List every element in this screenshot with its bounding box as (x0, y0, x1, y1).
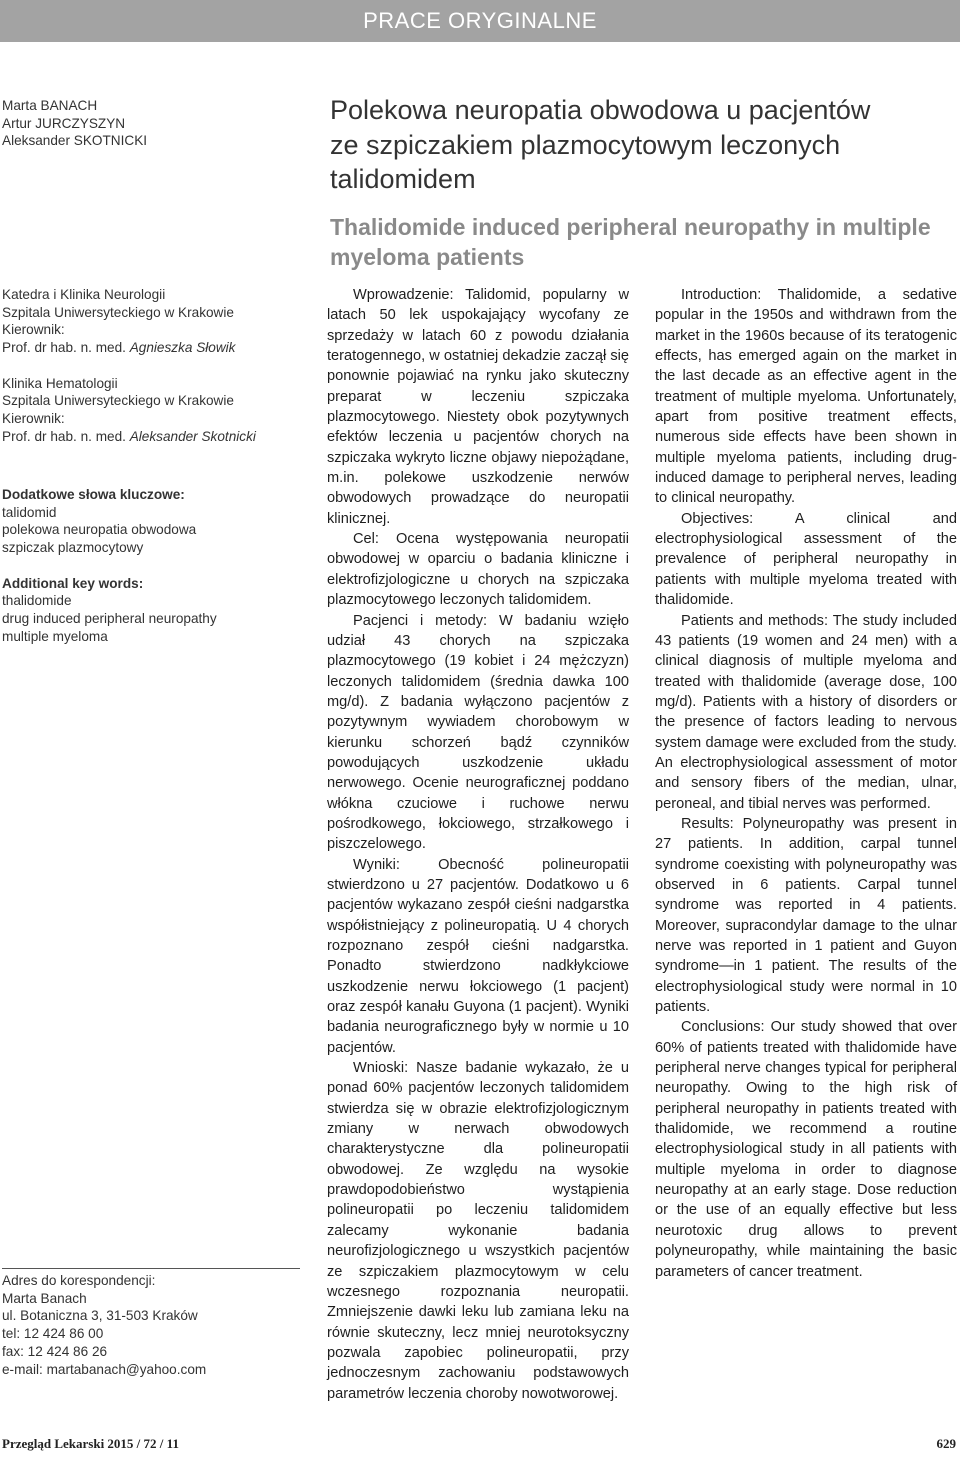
abstract-english (655, 285, 957, 1282)
keyword: polekowa neuropatia obwodowa (2, 522, 197, 538)
keyword: szpiczak plazmocytowy (2, 540, 144, 556)
correspondence-fax: fax: 12 424 86 26 (2, 1343, 108, 1359)
abstract-paragraph: Wnioski: Nasze badanie wykazało, że u ponad 60% pacjentów leczonych talidomidem stwierdza się w obrazie elektrofizjologicznym zmiany w nerwach obwodowych charakterystyczne dla polineuropatii obwodowej. Ze względu na wysokie prawdopodobieństwo wystąpienia polineuropatii po leczeniu talidomidem zalecamy wykonanie badania neurofizjologicznego u wszystkich pacjentów ze szpiczakiem plazmocytowym w celu wczesnego rozpoznania neuropatii. Zmniejszenie dawki leku lub zamiana leku na równie skuteczny, lecz mniej neurotoksyczny pozwala zapobiec polineuropatii, przy jednoczesnym zachowaniu podstawowych parametrów leczenia choroby nowotworowej. (327, 1060, 629, 1402)
abstract-paragraph: Objectives: A clinical and electrophysiological assessment of the prevalence of peripheral neuropathy in patients with multiple myeloma treated with thalidomide. (655, 510, 957, 609)
abstract-paragraph: Patients and methods: The study included 43 patients (19 women and 24 men) with a clinical diagnosis of multiple myeloma and treated with thalidomide (average dose, 100 mg/d). Patients with a history of disorders or the presence of factors leading to nervous system damage were excluded from the study. An electrophysiological assessment of motor and sensory fibers of the median, ulnar, peroneal, and tibial nerves was performed. (655, 612, 957, 812)
abstract-paragraph: Cel: Ocena występowania neuropatii obwodowej w oparciu o badania kliniczne i elektrofizjologiczne u chorych na szpiczaka plazmocytowego leczonych talidomidem. (327, 531, 629, 609)
affiliation-head-name: Aleksander Skotnicki (129, 428, 256, 444)
correspondence (2, 1272, 300, 1378)
title-line: Polekowa neuropatia obwodowa u pacjentów (330, 95, 871, 125)
correspondence-divider (2, 1268, 300, 1269)
affiliation-head-name: Agnieszka Słowik (129, 340, 236, 356)
page-number: 629 (936, 1436, 956, 1451)
affiliation-head (2, 339, 300, 357)
affiliation-head-label: Kierownik: (2, 410, 65, 426)
affiliation-head-title: Prof. dr hab. n. med. (2, 428, 126, 444)
keywords (2, 486, 300, 645)
affiliation-hospital: Szpitala Uniwersyteckiego w Krakowie (2, 304, 234, 320)
affiliation-unit: Katedra i Klinika Neurologii (2, 287, 166, 302)
author-list (2, 97, 300, 150)
affiliation-unit: Klinika Hematologii (2, 375, 118, 391)
keyword: drug induced peripheral neuropathy (2, 610, 217, 626)
author-name: Artur JURCZYSZYN (2, 115, 126, 131)
section-title: PRACE ORYGINALNE (363, 8, 597, 33)
journal-citation: Przegląd Lekarski 2015 / 72 / 11 (2, 1436, 179, 1451)
title-line: talidomidem (330, 164, 476, 194)
subtitle-line: Thalidomide induced peripheral neuropathy in multiple (330, 214, 931, 240)
abstract-paragraph: Wprowadzenie: Talidomid, popularny w latach 50 lek uspokajający wycofany ze sprzedaży w latach 60 z powodu działania teratogennego, w ostatniej dekadzie zaczął się ponownie pojawiać na rynku jako skuteczny preparat w leczeniu szpiczaka plazmocytowego. Niestety obok pozytywnych efektów leczenia u pacjentów chorych na szpiczaka wykryto liczne objawy niepożądane, m.in. polekowe uszkodzenie nerwów obwodowych prowadzące do neuropatii klinicznej. (327, 287, 629, 527)
abstract-paragraph: Introduction: Thalidomide, a sedative popular in the 1950s and withdrawn from the market in the 1960s because of its teratogenic effects, has emerged again on the market in the last decade as an effective agent in the treatment of multiple myeloma. Unfortunately, apart from positive treatment effects, numerous side effects have been shown in multiple myeloma patients, including drug-induced damage to peripheral nerves, leading to clinical neuropathy. (655, 287, 957, 507)
affiliations (2, 286, 300, 445)
title-line: ze szpiczakiem plazmocytowym leczonych (330, 129, 841, 160)
author-name: Marta BANACH (2, 98, 98, 113)
correspondence-email: e-mail: martabanach@yahoo.com (2, 1361, 207, 1377)
abstract-paragraph: Results: Polyneuropathy was present in 27 patients. In addition, carpal tunnel syndrome coexisting with polyneuropathy was observed in 6 patients. Carpal tunnel syndrome was reported in 4 patients. Moreover, supracondylar damage to the ulnar nerve was reported in 1 patient and Guyon syndrome—in 1 patient. The results of the electrophysiological study were normal in 10 patients. (655, 815, 957, 1016)
article-subtitle (330, 212, 960, 272)
keywords-en-label: Additional key words: (2, 575, 144, 591)
abstract-paragraph: Wyniki: Obecność polineuropatii stwierdzono u 27 pacjentów. Dodatkowo u 6 pacjentów wykazano zespół cieśni nadgarstka współistniejący z polineuropatią. U 4 chorych rozpoznano zespół cieśni nadgarstka. Ponadto stwierdzono nadkłykciowe uszkodzenie nerwu łokciowego (1 pacjent) oraz zespół kanału Guyona (1 pacjent). Wyniki badania neurograficznego były w normie u 10 pacjentów. (327, 856, 629, 1056)
affiliation-hospital: Szpitala Uniwersyteckiego w Krakowie (2, 393, 234, 409)
correspondence-label: Adres do korespondencji: (2, 1273, 156, 1288)
keyword: talidomid (2, 504, 57, 520)
affiliation-head (2, 428, 300, 446)
subtitle-line: myeloma patients (330, 244, 525, 270)
keyword: multiple myeloma (2, 628, 108, 644)
article-title (330, 93, 960, 197)
correspondence-name: Marta Banach (2, 1290, 87, 1306)
abstract-paragraph: Pacjenci i metody: W badaniu wzięło udział 43 chorych na szpiczaka plazmocytowego (19 kobiet i 24 mężczyzn) leczonych talidomidem (średnia dawka 100 mg/d). Z badania wyłączono pacjentów z pozytywnym wywiadem chorobowym w kierunku schorzeń bądź czynników powodujących uszkodzenie układu nerwowego. Ocenie neurograficznej poddano włókna czuciowe i ruchowe nerwu pośrodkowego, łokciowego, strzałkowego i piszczelowego. (327, 612, 629, 853)
correspondence-street: ul. Botaniczna 3, 31-503 Kraków (2, 1308, 198, 1324)
affiliation-head-title: Prof. dr hab. n. med. (2, 340, 126, 356)
affiliation-head-label: Kierownik: (2, 322, 65, 338)
section-banner (0, 0, 960, 42)
abstract-paragraph: Conclusions: Our study showed that over 60% of patients treated with thalidomide have peripheral nerve changes typical for peripheral neuropathy. Owing to the high risk of peripheral neuropathy in patients treated with thalidomide, we recommend a routine electrophysiological study in all patients with multiple myeloma in order to diagnose neuropathy at an early stage. Dose reduction or the use of an equally effective but less neurotoxic drug allows to prevent polyneuropathy, while maintaining the basic parameters of cancer treatment. (655, 1019, 957, 1280)
correspondence-tel: tel: 12 424 86 00 (2, 1326, 104, 1342)
author-name: Aleksander SKOTNICKI (2, 133, 148, 149)
abstract-polish (327, 285, 629, 1404)
keyword: thalidomide (2, 593, 72, 609)
keywords-pl-label: Dodatkowe słowa kluczowe: (2, 487, 185, 502)
